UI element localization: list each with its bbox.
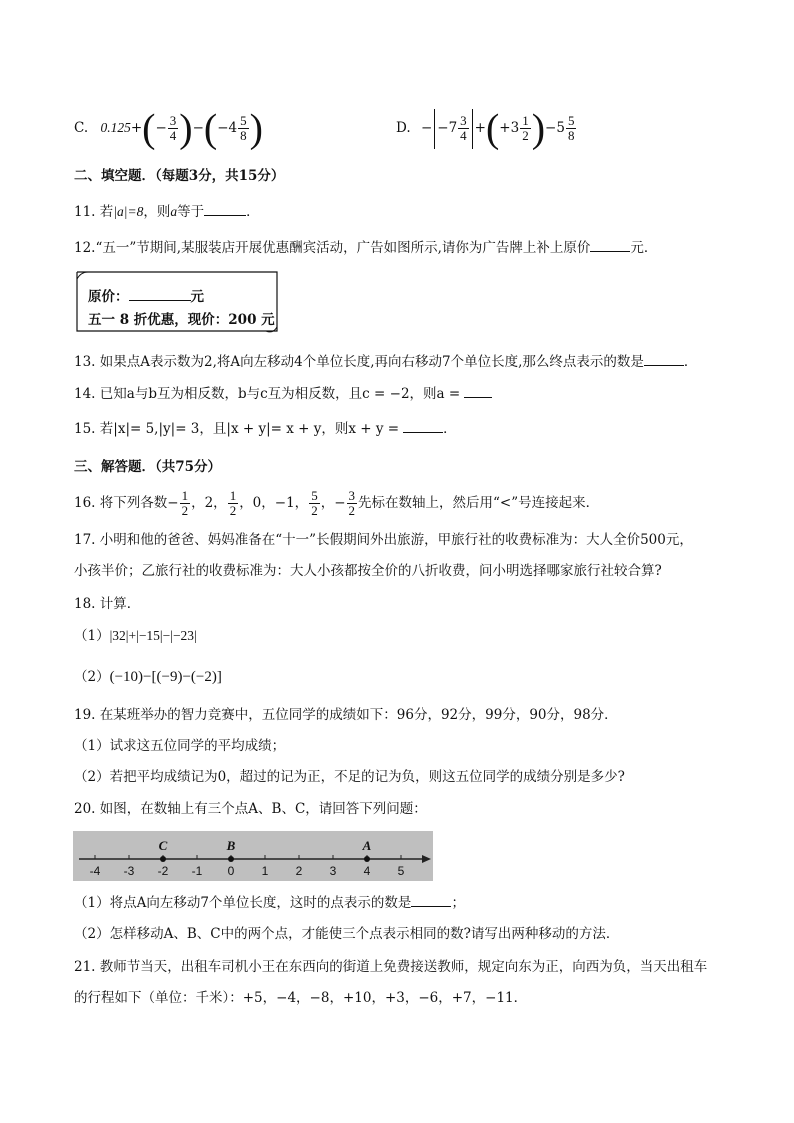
question-18-part2: （2）(−10)−[(−9)−(−2)] — [74, 669, 222, 685]
question-11: 11. 若|a|=8，则a等于 ． — [74, 204, 260, 220]
question-21-line1: 21. 教师节当天，出租车司机小王在东西向的街道上免费接送教师，规定向东为正，向西为负，当天出租车 — [74, 959, 708, 975]
sign-line-original-price: 原价： 元 — [88, 289, 204, 305]
answer-blank[interactable] — [590, 239, 630, 252]
number-line-tick-label: 0 — [227, 864, 235, 878]
option-c-frac1: $\frac{3}{4}$ — [169, 113, 177, 143]
question-17-line2: 小孩半价；乙旅行社的收费标准为：大人小孩都按全价的八折收费，问小明选择哪家旅行社较合算? — [74, 563, 662, 579]
sign-price-blank[interactable] — [129, 288, 191, 301]
number-line-tick-label: -1 — [191, 864, 203, 878]
option-d-frac3: $\frac{5}{8}$ — [567, 113, 575, 143]
number-line-point-a — [364, 856, 370, 862]
number-line-tick-label: 2 — [295, 864, 303, 878]
answer-blank[interactable] — [644, 353, 684, 366]
number-line-tick-label: 5 — [397, 864, 405, 878]
number-line-arrow — [422, 855, 431, 863]
number-line-tick-label: 3 — [329, 864, 337, 878]
option-c: C. 0.125+(− $\frac{3}{4}$ )−(−4 $\frac{5}{8}$ ) — [74, 105, 263, 151]
number-line-tick-label: 4 — [363, 864, 371, 878]
number-line-point-label: A — [362, 838, 372, 853]
number-line-tick-label: 1 — [261, 864, 269, 878]
sign-line-discount: 五一 8 折优惠，现价：200 元 — [88, 312, 275, 328]
number-line-svg — [73, 831, 433, 881]
question-18-part1: （1）|32|+|−15|−|−23| — [74, 628, 197, 644]
option-d-label: D. — [396, 120, 411, 136]
question-19-part1: （1）试求这五位同学的平均成绩； — [74, 738, 286, 754]
option-d: D. − −7 $\frac{3}{4}$ +(+3 $\frac{1}{2}$ )−5 $\frac{5}{8}$ — [396, 105, 575, 151]
answer-blank[interactable] — [464, 385, 492, 398]
answer-blank[interactable] — [403, 420, 443, 433]
question-16: 16. 将下列各数− $\frac{1}{2}$ ，2， $\frac{1}{2}$ ，0，−1， $\frac{5}{2}$ ，− $\frac{3}{2}$ 先标在数轴上，然后用“<”号连接起来． — [74, 488, 600, 518]
number-line-tick-label: -4 — [89, 864, 101, 878]
option-c-frac2: $\frac{5}{8}$ — [240, 113, 247, 143]
number-line-tick-label: -3 — [123, 864, 135, 878]
number-line-point-c — [160, 856, 166, 862]
answer-blank[interactable] — [204, 203, 246, 216]
number-line-figure — [73, 831, 433, 881]
advertisement-sign — [76, 271, 278, 335]
question-20-part2: （2）怎样移动A、B、C中的两个点，才能使三个点表示相同的数?请写出两种移动的方法． — [74, 926, 620, 942]
option-c-decimal: 0.125 — [100, 120, 131, 135]
question-17-line1: 17. 小明和他的爸爸、妈妈准备在“十一”长假期间外出旅游，甲旅行社的收费标准为：大人全价500元， — [74, 532, 693, 548]
question-20-part1: （1）将点A向左移动7个单位长度，这时的点表示的数是 ； — [74, 895, 465, 911]
number-line-tick-label: -2 — [157, 864, 169, 878]
question-15: 15. 若|x|= 5,|y|= 3，且|x + y|= x + y，则x + y = ． — [74, 421, 457, 437]
section-2-heading: 二、填空题．（每题3分，共15分） — [74, 168, 285, 184]
option-d-frac2: $\frac{1}{2}$ — [522, 113, 529, 143]
number-line-point-label: B — [226, 838, 236, 853]
question-19-part2: （2）若把平均成绩记为0，超过的记为正，不足的记为负，则这五位同学的成绩分别是多少? — [74, 769, 625, 785]
answer-blank[interactable] — [411, 894, 451, 907]
option-d-frac1: $\frac{3}{4}$ — [460, 113, 467, 143]
question-21-line2: 的行程如下（单位：千米）：+5，−4，−8，+10，+3，−6，+7，−11． — [74, 990, 528, 1006]
question-14: 14. 已知a与b互为相反数，b与c互为相反数，且c = −2，则a = — [74, 384, 492, 404]
number-line-point-label: C — [158, 838, 168, 853]
question-20: 20. 如图，在数轴上有三个点A、B、C，请回答下列问题： — [74, 801, 427, 817]
section-3-heading: 三、解答题．（共75分） — [74, 459, 222, 475]
number-line-point-b — [228, 856, 234, 862]
option-c-label: C. — [74, 120, 89, 136]
question-13: 13. 如果点A表示数为2,将A向左移动4个单位长度,再向右移动7个单位长度,那么终点表示的数是 ． — [74, 354, 698, 370]
question-19: 19. 在某班举办的智力竞赛中，五位同学的成绩如下：96分，92分，99分，90分，98分． — [74, 707, 618, 723]
question-12: 12.“五一”节期间,某服装店开展优惠酬宾活动，广告如图所示,请你为广告牌上补上原价 元． — [74, 240, 658, 256]
question-18: 18. 计算． — [74, 596, 141, 612]
